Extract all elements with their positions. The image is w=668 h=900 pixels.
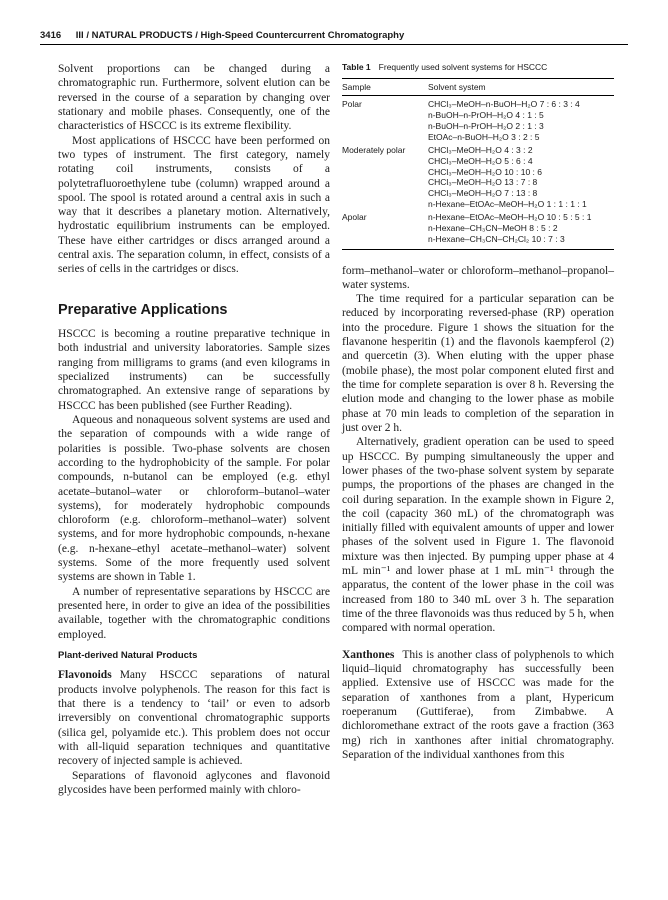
solvent-system: CHCl₃–MeOH–H₂O 4 : 3 : 2 (428, 145, 533, 156)
table-label: Table 1 (342, 62, 371, 72)
table-cell-sample: Moderately polar (342, 145, 406, 156)
table-header-solvent: Solvent system (428, 81, 486, 92)
solvent-system: n-Hexane–EtOAc–MeOH–H₂O 1 : 1 : 1 : 1 (428, 198, 587, 209)
table-cell-sample: Apolar (342, 212, 367, 223)
right-paragraph-3: Alternatively, gradient operation can be used to speed up HSCCC. By pumping simultaneously the upper and lower phases of the two-phase solvent system by separate pumps, the proportions of the phases are changed in the coil during separation. In the example shown in Figure 2, the coil (capacity 360 mL) of the chromatograph was initially filled with equivalent amounts of upper and lower phases of the solvent used in Figure 1. The flavonoid mixture was then injected. By pumping upper phase at 4 mL min⁻¹ and lower phase at 1 mL min⁻¹ through the apparatus, the content of the lower phase in the coil was increased from 180 to 340 mL over 3 h. The separation time of the three flavonoids was thus reduced by 5 h, when compared with normal operation. (342, 436, 614, 635)
right-paragraph-4 (342, 648, 614, 763)
table-cell-sample: Polar (342, 99, 362, 110)
solvent-system: n-Hexane–CH₃CN–CH₂Cl₂ 10 : 7 : 3 (428, 233, 565, 244)
right-paragraph-4-text: This is another class of polyphenols to which liquid–liquid chromatography has successfully been applied. Extensive use of HSCCC was made for the separation of xanthones from a plant, Hypericum roeperanum (Guttiferae), from Zimbabwe. A dichloromethane extract of the roots gave a fraction (363 mg) rich in xanthones after initial chromatography. Separation of the individual xanthones from this (342, 648, 614, 761)
solvent-table (342, 62, 614, 250)
table-cell-solvents (428, 99, 614, 142)
left-paragraph-2: Most applications of HSCCC have been performed on two types of instrument. The first category, namely rotating coil instruments, consists of a polytetrafluoroethylene tube (column) wrapped around a spool. The spool is rotated around a central axis in such a way that it describes a planetary motion. Alternatively, hydrostatic equilibrium instruments can be employed. These have either cartridges or discs arranged around a central axis. The separation column, in effect, consists of a series of cells in the cartridges or discs. (58, 134, 330, 276)
solvent-system: CHCl₃–MeOH–H₂O 5 : 6 : 4 (428, 155, 533, 166)
runin-heading-flavonoids: Flavonoids (58, 669, 112, 682)
table-cell-solvents (428, 212, 614, 244)
solvent-system: EtOAc–n-BuOH–H₂O 3 : 2 : 5 (428, 131, 540, 142)
table-caption (342, 62, 614, 73)
left-paragraph-7: Separations of flavonoid aglycones and flavonoid glycosides have been performed mainly with chloro- (58, 769, 330, 796)
subsection-heading: Plant-derived Natural Products (58, 649, 198, 661)
solvent-system: n-BuOH–n-PrOH–H₂O 2 : 1 : 3 (428, 120, 544, 131)
left-paragraph-5: A number of representative separations by HSCCC are presented here, in order to give an idea of the possibilities available, together with the chromatographic conditions employed. (58, 585, 330, 641)
solvent-system: CHCl₃–MeOH–H₂O 7 : 13 : 8 (428, 188, 538, 199)
page-number: 3416 (40, 30, 62, 41)
section-heading: Preparative Applications (58, 301, 228, 318)
solvent-system: CHCl₃–MeOH–H₂O 13 : 7 : 8 (428, 177, 538, 188)
right-column (342, 62, 614, 762)
left-paragraph-1: Solvent proportions can be changed during a chromatographic run. Furthermore, solvent elution can be reversed in the course of a separation by changing over stationary and mobile phases. Consequently, one of the characteristics of HSCCC is its extreme flexibility. (58, 63, 330, 133)
table-row (342, 142, 614, 209)
left-paragraph-4: Aqueous and nonaqueous solvent systems are used and the separation of compounds with a wide range of polarities is possible. Two-phase solvents are chosen according to the hydrophobicity of the sample. For polar compounds, n-butanol can be employed (e.g. ethyl acetate–butanol–water or chloroform–butanol–water systems), for moderately hydrophobic compounds chloroform (e.g. chloroform–methanol–water) solvent systems, and for more hydrophobic compounds, n-hexane (e.g. n-hexane–ethyl acetate–methanol–water) solvent systems. Some of the more frequently used solvent systems are shown in Table 1. (58, 413, 330, 584)
table-header-sample: Sample (342, 81, 371, 92)
solvent-system: n-Hexane–EtOAc–MeOH–H₂O 10 : 5 : 5 : 1 (428, 212, 592, 223)
running-header (40, 30, 628, 45)
right-paragraph-2: The time required for a particular separation can be reduced by incorporating reversed-phase (RP) operation into the procedure. Figure 1 shows the situation for the flavanone hesperitin (1) and the flavonols kaempferol (2) and quercetin (3). When eluting with the upper phase (mobile phase), the most polar component eluted first and the time for complete separation is over 8 h. Reversing the elution mode and changing to the lower phase as mobile phase at 70 min leads to completion of the separation in just over 2 h. (342, 293, 614, 434)
table-header-row (342, 79, 614, 96)
table-cell-solvents (428, 145, 614, 209)
left-column (58, 62, 330, 797)
table-body (342, 96, 614, 244)
table-row (342, 96, 614, 142)
solvent-system: CHCl₃–MeOH–H₂O 10 : 10 : 6 (428, 166, 542, 177)
solvent-system: n-BuOH–n-PrOH–H₂O 4 : 1 : 5 (428, 110, 544, 121)
solvent-system: CHCl₃–MeOH–n-BuOH–H₂O 7 : 6 : 3 : 4 (428, 99, 580, 110)
table-bottom-rule (342, 249, 614, 250)
left-paragraph-3: HSCCC is becoming a routine preparative technique in both industrial and university laboratories. Sample sizes ranging from milligrams to grams (and even kilograms in specialized instruments) can be successfully chromatographed. An extensive range of separations by HSCCC has been published (see Further Reading). (58, 328, 330, 412)
right-paragraph-1: form–methanol–water or chloroform–methanol–propanol–water systems. (342, 264, 614, 291)
solvent-system: n-Hexane–CH₃CN–MeOH 8 : 5 : 2 (428, 223, 558, 234)
table-caption-text: Frequently used solvent systems for HSCCC (378, 62, 548, 72)
running-title: III / NATURAL PRODUCTS / High-Speed Countercurrent Chromatography (75, 30, 405, 41)
left-paragraph-6 (58, 668, 330, 768)
runin-heading-xanthones: Xanthones (342, 648, 395, 661)
left-paragraph-6-text: Many HSCCC separations of natural products involve polyphenols. The reason for this fact is that there is a tendency to ‘tail’ or even to adsorb irreversibly on conventional chromatographic supports (silica gel, polyamide etc.). This problem does not occur with all-liquid separation techniques and quantitative recovery of injected sample is achieved. (58, 669, 330, 768)
table-row (342, 209, 614, 244)
